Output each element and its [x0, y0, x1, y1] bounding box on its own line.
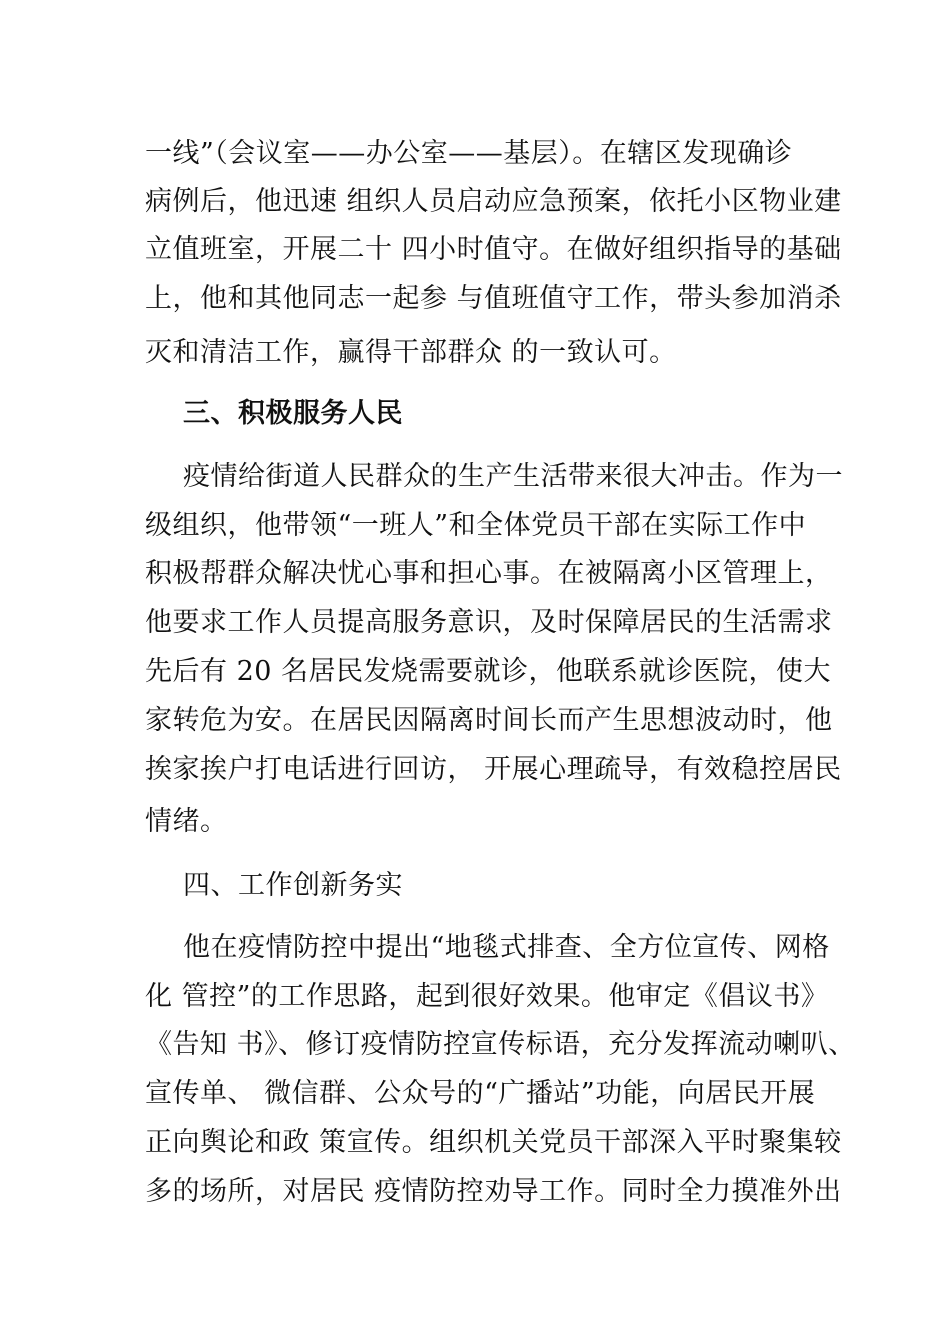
text-line: 情绪。: [145, 806, 228, 837]
text-line: 他在疫情防控中提出“地毯式排查、全方位宣传、网格: [183, 932, 830, 963]
text-line: 家转危为安。在居民因隔离时间长而产生思想波动时，他: [145, 705, 833, 736]
text-line: 上，他和其他同志一起参 与值班值守工作，带头参加消杀: [145, 283, 842, 314]
text-line: 正向舆论和政 策宣传。组织机关党员干部深入平时聚集较: [145, 1127, 842, 1158]
text-line: 病例后，他迅速 组织人员启动应急预案，依托小区物业建: [145, 186, 842, 217]
text-line: 立值班室，开展二十 四小时值守。在做好组织指导的基础: [145, 234, 842, 265]
text-line: 一线”（会议室——办公室——基层）。在辖区发现确诊: [145, 138, 793, 169]
text-line: 多的场所，对居民 疫情防控劝导工作。同时全力摸准外出: [145, 1176, 842, 1207]
text-line: 挨家挨户打电话进行回访， 开展心理疏导，有效稳控居民: [145, 754, 842, 785]
text-line: 灭和清洁工作，赢得干部群众 的一致认可。: [145, 337, 677, 368]
text-line: 级组织，他带领“一班人”和全体党员干部在实际工作中: [145, 510, 807, 541]
section-heading: 四、工作创新务实: [183, 870, 403, 901]
text-line: 积极帮群众解决忧心事和担心事。在被隔离小区管理上，: [145, 558, 833, 589]
text-line: 他要求工作人员提高服务意识，及时保障居民的生活需求: [145, 607, 833, 638]
text-line: 《告知 书》、修订疫情防控宣传标语，充分发挥流动喇叭、: [145, 1029, 856, 1060]
text-line: 先后有 20 名居民发烧需要就诊，他联系就诊医院，使大: [145, 656, 832, 687]
section-heading: 三、积极服务人民: [183, 398, 403, 429]
text-line: 疫情给街道人民群众的生产生活带来很大冲击。作为一: [183, 461, 843, 492]
text-line: 化 管控”的工作思路，起到很好效果。他审定《倡议书》: [145, 981, 829, 1012]
text-line: 宣传单、 微信群、公众号的“广播站”功能，向居民开展: [145, 1078, 816, 1109]
